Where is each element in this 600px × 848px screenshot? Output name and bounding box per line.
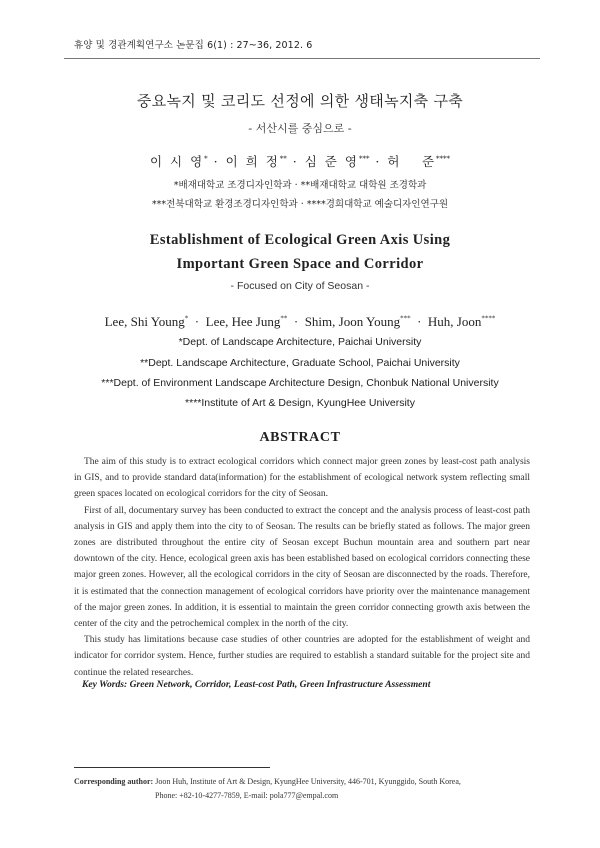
english-author-4: Huh, Joon**** xyxy=(427,314,496,329)
korean-author-3: 심 준 영*** xyxy=(304,154,370,169)
english-author-1: Lee, Shi Young* xyxy=(104,314,189,329)
abstract-paragraph-1: The aim of this study is to extract ecological corridors which connect major green zones by least-cost path analysis in GIS, and to provide standard data(information) for the establishment of ecological network system reflecting small green spaces located on ecological corridors for the city of Seosan. xyxy=(74,457,530,500)
korean-author-1: 이 시 영* xyxy=(149,154,208,169)
korean-affiliation-1: *배재대학교 조경디자인학과 · **배재대학교 대학원 조경학과 xyxy=(173,180,427,191)
key-words: Key Words: Green Network, Corridor, Least-cost Path, Green Infrastructure Assessment xyxy=(82,679,431,690)
english-title-line-1: Establishment of Ecological Green Axis Using xyxy=(149,232,451,248)
korean-affiliation-2: ***전북대학교 환경조경디자인학과 · ****경희대학교 예술디자인연구원 xyxy=(151,199,449,210)
footnote-contact: Phone: +82-10-4277-7859, E-mail: pola777@empal.com xyxy=(155,791,339,800)
author-separator: · xyxy=(293,314,299,329)
abstract-paragraph-3: This study has limitations because case studies of other countries are adopted for the establishment of weight and indicator for corridor system. Hence, further studies are required to establish a standard suitable for the project site and continue the related researches. xyxy=(74,635,530,678)
abstract-paragraph-2: First of all, documentary survey has been conducted to extract the concept and the analysis process of least-cost path analysis in GIS and apply them into the city to of Seosan. The results can be briefly stated as follows. The major green zones are distributed throughout the entire city of Seosan except Buchun mountain area and southern part near downtown of the city. Hence, ecological green axis has been established based on ecological corridors connecting these major green zones. However, all the ecological corridors in the city of Seosan are disconnected by the roads. Therefore, it is estimated that the connection management of ecological corridors have priority over the maintenance management of the major green zones. In addition, it is essential to maintain the green corridor connecting growth axis between the center of the city and the petrochemical complex in the north of the city. xyxy=(74,505,530,630)
english-affiliation-2: **Dept. Landscape Architecture, Graduate School, Paichai University xyxy=(140,357,460,369)
korean-title: 중요녹지 및 코리도 선정에 의한 생태녹지축 구축 xyxy=(136,92,464,110)
english-title-line-2: Important Green Space and Corridor xyxy=(176,256,424,272)
footnote-rule xyxy=(74,767,270,768)
author-separator: · xyxy=(194,314,200,329)
author-separator: · xyxy=(213,154,220,169)
header-rule xyxy=(64,58,540,59)
korean-subtitle: - 서산시를 중심으로 - xyxy=(248,122,352,135)
footnote-line-1 xyxy=(74,775,534,789)
korean-author-2: 이 희 정** xyxy=(225,154,287,169)
author-separator: · xyxy=(417,314,422,329)
abstract-heading: ABSTRACT xyxy=(259,430,341,445)
english-affiliation-3: ***Dept. of Environment Landscape Architecture Design, Chonbuk National University xyxy=(101,377,499,389)
author-separator: · xyxy=(292,154,299,169)
english-author-2: Lee, Hee Jung** xyxy=(205,314,288,329)
abstract-body xyxy=(74,454,530,681)
author-separator: · xyxy=(375,154,382,169)
footnote-text: Joon Huh, Institute of Art & Design, KyungHee University, 446-701, Kyunggido, South Korea, xyxy=(155,777,461,786)
running-head: 휴양 및 경관계획연구소 논문집 6(1) : 27~36, 2012. 6 xyxy=(74,40,313,51)
korean-author-list xyxy=(40,152,560,170)
english-affiliation-4: ****Institute of Art & Design, KyungHee University xyxy=(185,397,415,409)
english-affiliation-1: *Dept. of Landscape Architecture, Paichai University xyxy=(178,336,422,348)
english-subtitle: - Focused on City of Seosan - xyxy=(230,280,370,292)
footnote-label: Corresponding author: xyxy=(74,777,154,786)
corresponding-author-footnote xyxy=(74,775,534,803)
english-author-3: Shim, Joon Young*** xyxy=(304,314,411,329)
english-author-list xyxy=(40,314,560,330)
korean-author-4: 허 준**** xyxy=(387,154,451,169)
